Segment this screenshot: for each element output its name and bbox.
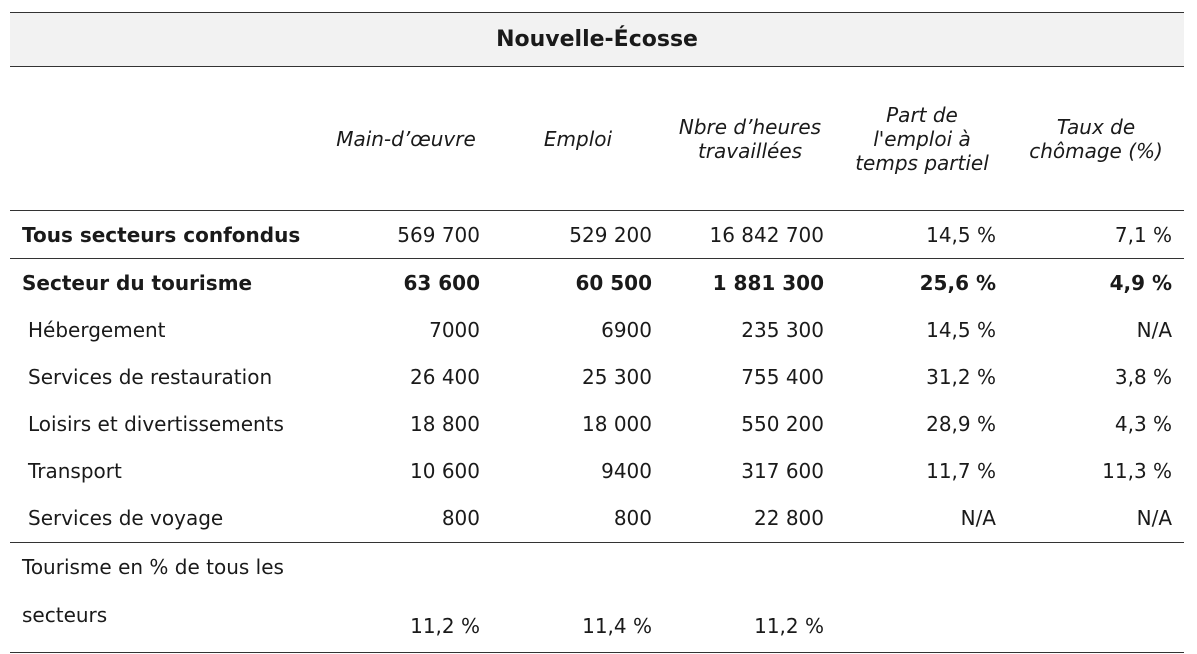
cell-value: 25,6 % bbox=[919, 270, 996, 295]
cell-value: N/A bbox=[836, 494, 1008, 543]
cell-value bbox=[836, 543, 1008, 653]
row-label: Services de voyage bbox=[10, 494, 320, 543]
tourism-table bbox=[10, 12, 1184, 653]
cell-value: 7000 bbox=[429, 317, 480, 342]
header-chomage: Taux de chômage (%) bbox=[1008, 67, 1184, 211]
table-row bbox=[10, 306, 1184, 353]
cell-value: 11,2 % bbox=[320, 543, 492, 653]
row-label: Hébergement bbox=[28, 317, 166, 342]
data-table-container bbox=[10, 12, 1184, 653]
row-label: Loisirs et divertissements bbox=[28, 411, 284, 436]
cell-value: 317 600 bbox=[741, 458, 824, 483]
header-emploi: Emploi bbox=[492, 67, 664, 211]
cell-value: 60 500 bbox=[575, 270, 652, 295]
cell-value: 1 881 300 bbox=[712, 270, 824, 295]
table-row bbox=[10, 353, 1184, 400]
row-label: Transport bbox=[28, 458, 122, 483]
table-row bbox=[10, 494, 1184, 543]
header-heures: Nbre d’heures travaillées bbox=[664, 67, 836, 211]
cell-value: 3,8 % bbox=[1114, 364, 1173, 389]
cell-value: 28,9 % bbox=[926, 411, 996, 436]
cell-value: 16 842 700 bbox=[664, 211, 836, 259]
row-label: Services de restauration bbox=[28, 364, 273, 389]
cell-value: 755 400 bbox=[741, 364, 824, 389]
cell-value: 18 000 bbox=[582, 411, 652, 436]
cell-value: 800 bbox=[492, 494, 664, 543]
cell-value: 9400 bbox=[601, 458, 652, 483]
row-label: Secteur du tourisme bbox=[22, 270, 253, 295]
cell-value: 14,5 % bbox=[836, 211, 1008, 259]
cell-value: 4,9 % bbox=[1109, 270, 1173, 295]
cell-value: 6900 bbox=[601, 317, 652, 342]
cell-value: 11,3 % bbox=[1102, 458, 1173, 483]
cell-value: 800 bbox=[320, 494, 492, 543]
table-row bbox=[10, 400, 1184, 447]
table-title: Nouvelle-Écosse bbox=[10, 13, 1184, 67]
cell-value: 4,3 % bbox=[1114, 411, 1173, 436]
header-empty bbox=[10, 67, 320, 211]
cell-value bbox=[1008, 543, 1184, 653]
header-main-doeuvre: Main-d’œuvre bbox=[320, 67, 492, 211]
cell-value: 7,1 % bbox=[1008, 211, 1184, 259]
table-row bbox=[10, 259, 1184, 307]
cell-value: 31,2 % bbox=[926, 364, 996, 389]
cell-value: 529 200 bbox=[492, 211, 664, 259]
cell-value: 10 600 bbox=[410, 458, 480, 483]
cell-value: N/A bbox=[1136, 317, 1173, 342]
cell-value: 22 800 bbox=[664, 494, 836, 543]
table-row bbox=[10, 543, 1184, 653]
cell-value: 11,7 % bbox=[926, 458, 996, 483]
cell-value: N/A bbox=[1008, 494, 1184, 543]
table-title-row bbox=[10, 13, 1184, 67]
row-label: Tous secteurs confondus bbox=[10, 211, 320, 259]
cell-value: 14,5 % bbox=[926, 317, 996, 342]
row-label: Tourisme en % de tous les secteurs bbox=[10, 543, 320, 653]
cell-value: 26 400 bbox=[410, 364, 480, 389]
cell-value: 18 800 bbox=[410, 411, 480, 436]
header-temps-partiel: Part de l'emploi à temps partiel bbox=[836, 67, 1008, 211]
table-row bbox=[10, 211, 1184, 259]
cell-value: 11,2 % bbox=[664, 543, 836, 653]
header-row bbox=[10, 67, 1184, 211]
cell-value: 63 600 bbox=[403, 270, 480, 295]
cell-value: 550 200 bbox=[741, 411, 824, 436]
cell-value: 25 300 bbox=[582, 364, 652, 389]
cell-value: 569 700 bbox=[320, 211, 492, 259]
cell-value: 11,4 % bbox=[492, 543, 664, 653]
cell-value: 235 300 bbox=[741, 317, 824, 342]
table-row bbox=[10, 447, 1184, 494]
